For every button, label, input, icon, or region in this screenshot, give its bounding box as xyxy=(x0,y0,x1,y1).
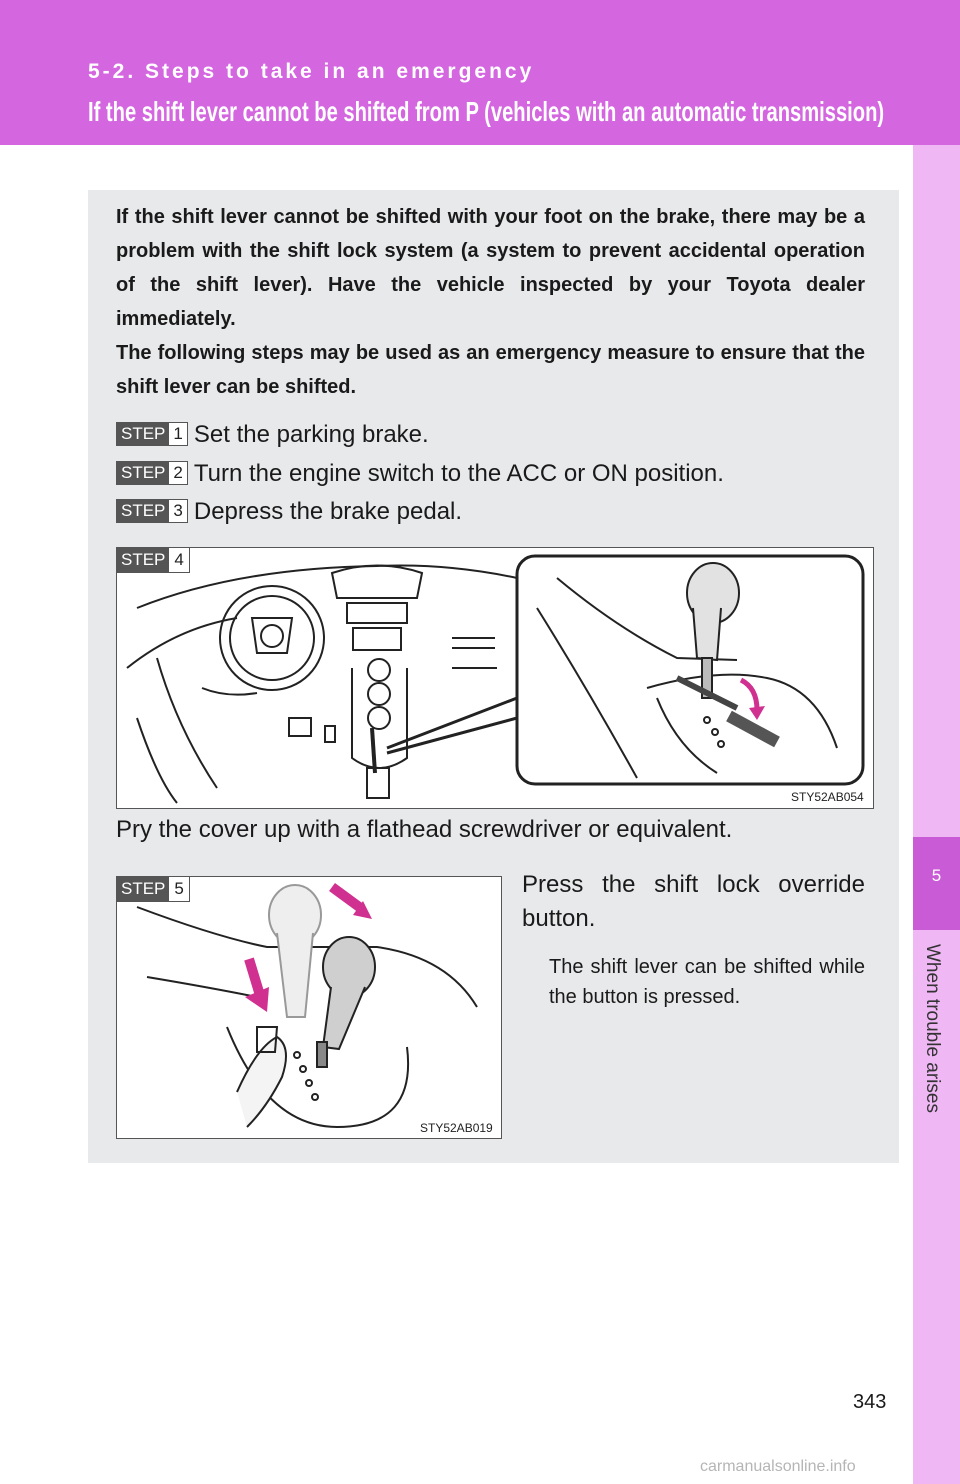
dashboard-shift-lever-drawing xyxy=(117,548,873,808)
step-5-note: The shift lever can be shifted while the button is pressed. xyxy=(549,956,865,1008)
step-2 xyxy=(116,459,724,489)
step-word: STEP xyxy=(117,423,169,445)
page-title: If the shift lever cannot be shifted from P (vehicles with an automatic transmission) xyxy=(88,96,885,127)
step-text: Turn the engine switch to the ACC or ON position. xyxy=(193,460,724,487)
step-text: Depress the brake pedal. xyxy=(193,498,463,525)
step-4-text: Pry the cover up with a flathead screwdriver or equivalent. xyxy=(116,816,733,843)
step-3 xyxy=(116,497,462,527)
override-button-drawing xyxy=(117,877,501,1138)
figure-code: STY52AB019 xyxy=(420,1121,493,1135)
step-number: 3 xyxy=(173,500,183,520)
step-4-illustration xyxy=(116,547,874,809)
intro-paragraph-1: If the shift lever cannot be shifted with your foot on the brake, there may be a problem with the shift lock system (a system to prevent accidental operation of the shift lever). Have the vehicle inspected by your Toyota dealer immediately. xyxy=(116,206,865,330)
step-5-text: Press the shift lock override button. xyxy=(522,871,865,932)
chapter-label: When trouble arises xyxy=(922,944,943,1113)
chapter-number: 5 xyxy=(931,866,942,885)
watermark: carmanualsonline.info xyxy=(700,1458,856,1475)
step-4-badge xyxy=(117,548,190,573)
page-number: 343 xyxy=(853,1391,887,1413)
step-word: STEP xyxy=(117,877,169,901)
step-number: 4 xyxy=(174,550,184,569)
step-1 xyxy=(116,420,429,450)
step-word: STEP xyxy=(117,548,169,572)
step-word: STEP xyxy=(117,500,169,522)
step-5-illustration xyxy=(116,876,502,1139)
step-text: Set the parking brake. xyxy=(193,421,429,448)
step-number: 2 xyxy=(173,462,183,482)
step-number: 5 xyxy=(174,879,184,898)
step-number: 1 xyxy=(173,423,183,443)
step-badge xyxy=(116,499,188,523)
step-5-badge xyxy=(117,877,190,902)
step-badge xyxy=(116,461,188,485)
intro-text xyxy=(116,200,865,404)
intro-paragraph-2: The following steps may be used as an emergency measure to ensure that the shift lever can be shifted. xyxy=(116,342,865,398)
step-badge xyxy=(116,422,188,446)
section-label: 5-2. Steps to take in an emergency xyxy=(88,60,535,83)
chapter-side-tab xyxy=(913,145,960,1484)
figure-code: STY52AB054 xyxy=(791,790,864,804)
step-word: STEP xyxy=(117,462,169,484)
